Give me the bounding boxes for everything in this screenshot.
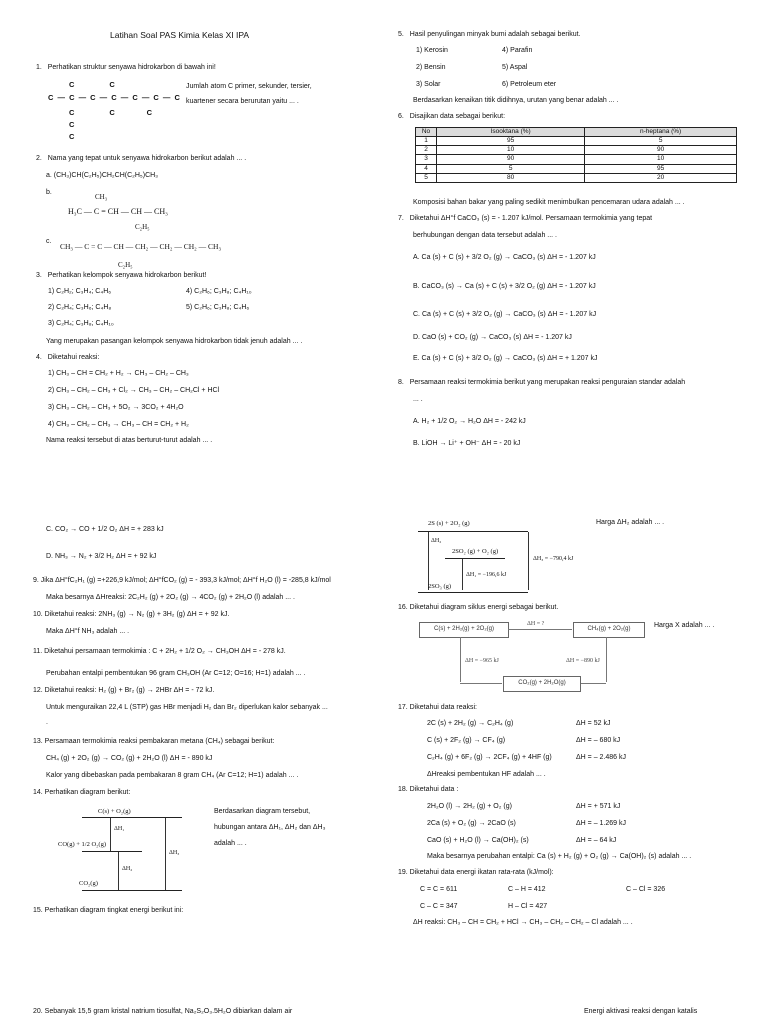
table-header-nheptana: n-heptana (%): [585, 128, 737, 137]
q17-dh-1: ΔH = 52 kJ: [576, 720, 611, 727]
table-cell: 4: [416, 164, 437, 173]
q15-level-bottom-label: 2SO₃ (g): [428, 583, 452, 590]
option-b-top: CH₃: [95, 193, 108, 201]
q18-reaction-3: CaO (s) + H₂O (l) → Ca(OH)₂ (s): [427, 837, 529, 844]
question-11: 11. Diketahui persamaan termokimia : C + 2H₂ + 1/2 O₂ → CH₃OH ΔH = - 278 kJ.: [33, 648, 286, 655]
q19-ask: ΔH reaksi: CH₃ – CH = CH₂ + HCl → CH₃ – CH₂ – CH₂ – Cl adalah ... .: [413, 919, 633, 926]
q16-ask: Harga X adalah ... .: [654, 622, 715, 629]
q5-option-3: 3) Solar: [416, 81, 441, 88]
question-12-b: Untuk menguraikan 22,4 L (STP) gas HBr menjadi H₂ dan Br₂ diperlukan kalor sebanyak ...: [46, 704, 328, 711]
q16-box-right: CH₄(g) + 2O₂(g): [573, 622, 645, 638]
q7-option-c: C. Ca (s) + C (s) + 3/2 O₂ (g) → CaCO₃ (s) ΔH = - 1.207 kJ: [413, 311, 597, 318]
q8-option-d: D. NH₃ → N₂ + 3/2 H₂ ΔH = + 92 kJ: [46, 553, 157, 560]
q3-option-4: 4) C₂H₆; C₃H₈; C₄H₁₀: [186, 288, 252, 295]
question-4: 4. Diketahui reaksi:: [36, 354, 100, 361]
table-cell: 1: [416, 137, 437, 146]
option-c-main: CH₃ — C = C — CH — CH₂ — CH₂ — CH₂ — CH₃: [60, 242, 222, 251]
q17-dh-2: ΔH = – 680 kJ: [576, 737, 621, 744]
question-1-side-text: Jumlah atom C primer, sekunder, tersier,: [186, 83, 312, 90]
table-cell: 95: [437, 137, 585, 146]
table-cell: 2: [416, 146, 437, 155]
q8-option-b: B. LiOH → Li⁺ + OH⁻ ΔH = - 20 kJ: [413, 440, 521, 447]
question-2-option-a: a. (CH₃)CH(C₂H₅)CH₂CH(C₂H₅)CH₃: [46, 172, 159, 179]
question-9: 9. Jika ΔH°fC₂H₁ (g) =+226,9 kJ/mol; ΔH°fCO₂ (g) = - 393,3 kJ/mol; ΔH°f H₂O (l) = -285,8 kJ/mol: [33, 577, 331, 584]
label-dh2: ΔH₂: [122, 866, 133, 872]
q15-level-top-label: 2S (s) + 2O₂ (g): [428, 520, 470, 527]
q18-dh-3: ΔH = – 64 kJ: [576, 837, 617, 844]
question-20: 20. Sebanyak 15,5 gram kristal natrium tiosulfat, Na₂S₂O₃.5H₂O dibiarkan dalam air: [33, 1008, 293, 1015]
q15-label-dh2: ΔH₂: [431, 538, 442, 544]
q14-side-text-2: hubungan antara ΔH₁, ΔH₂ dan ΔH₃: [214, 824, 326, 831]
q5-option-6: 6) Petroleum eter: [502, 81, 557, 88]
table-row: [416, 173, 737, 182]
q18-dh-2: ΔH = – 1.269 kJ: [576, 820, 627, 827]
arrow-dh1: [110, 818, 111, 851]
q15-arrow-dh1: [462, 559, 463, 590]
question-14: 14. Perhatikan diagram berikut:: [33, 789, 131, 796]
q3-option-3: 3) C₂H₄; C₃H₈; C₄H₁₀: [48, 320, 114, 327]
question-18: 18. Diketahui data :: [398, 786, 459, 793]
table-header-no: No: [416, 128, 437, 137]
q5-option-4: 4) Parafin: [502, 47, 533, 54]
question-3: 3. Perhatikan kelompok senyawa hidrokarbon berikut!: [36, 272, 207, 279]
level-top-line: [82, 817, 182, 818]
table-row: [416, 137, 737, 146]
q3-option-5: 5) C₂H₆; C₃H₈; C₄H₆: [186, 304, 250, 311]
q19-bond-4: C – C = 347: [420, 903, 458, 910]
level-bottom-line: [82, 890, 182, 891]
question-10: 10. Diketahui reaksi: 2NH₃ (g) → N₂ (g) + 3H₂ (g) ΔH = + 92 kJ.: [33, 611, 230, 618]
question-12-c: .: [46, 719, 48, 726]
table-cell: 90: [585, 146, 737, 155]
question-13-b: CH₄ (g) + 2O₂ (g) → CO₂ (g) + 2H₂O (l) ΔH = - 890 kJ: [46, 755, 213, 762]
question-11-b: Perubahan entalpi pembentukan 96 gram CH₃OH (Ar C=12; O=16; H=1) adalah ... .: [46, 670, 306, 677]
q7-option-a: A. Ca (s) + C (s) + 3/2 O₂ (g) → CaCO₃ (s) ΔH = - 1.207 kJ: [413, 254, 596, 261]
q19-bond-1: C = C = 611: [420, 886, 458, 893]
q7-option-e: E. Ca (s) + C (s) + 3/2 O₂ (g) → CaCO₃ (s) ΔH = + 1.207 kJ: [413, 355, 598, 362]
option-b-main: H₃C — C = CH — CH — CH₃: [68, 207, 168, 216]
q3-option-2: 2) C₂H₄; C₃H₆; C₄H₈: [48, 304, 112, 311]
table-row: [416, 146, 737, 155]
q5-ask: Berdasarkan kenaikan titik didihnya, urutan yang benar adalah ... .: [413, 97, 619, 104]
q15-arrow-dh3: [528, 532, 529, 590]
table-cell: 3: [416, 155, 437, 164]
q17-ask: ΔHreaksi pembentukan HF adalah ... .: [427, 771, 546, 778]
option-b-sub: C₂H₅: [135, 223, 150, 231]
table-cell: 90: [437, 155, 585, 164]
q15-arrow-dh2: [428, 532, 429, 590]
question-8: 8. Persamaan reaksi termokimia berikut yang merupakan reaksi penguraian standar adalah: [398, 379, 686, 386]
question-6: 6. Disajikan data sebagai berikut:: [398, 113, 506, 120]
q18-reaction-1: 2H₂O (l) → 2H₂ (g) + O₂ (g): [427, 803, 512, 810]
q16-line-bottom-right: [580, 683, 606, 684]
q4-reaction-3: 3) CH₃ – CH₂ – CH₃ + 5O₂ → 3CO₂ + 4H₂O: [48, 404, 184, 411]
question-5: 5. Hasil penyulingan minyak bumi adalah sebagai berikut.: [398, 31, 581, 38]
q19-bond-2: C – H = 412: [508, 886, 546, 893]
table-header-isooktana: Isooktana (%): [437, 128, 585, 137]
q15-label-dh3: ΔH₃ = −790,4 kJ: [533, 556, 574, 562]
q16-label-dh1: ΔH = −965 kJ: [465, 658, 499, 664]
table-cell: 5: [437, 164, 585, 173]
q3-ask: Yang merupakan pasangan kelompok senyawa hidrokarbon tidak jenuh adalah ... .: [46, 338, 303, 345]
q16-box-left: C(s) + 2H₂(g) + 2O₂(g): [419, 622, 509, 638]
q16-arrow-right: [606, 637, 607, 682]
q14-side-text-3: adalah ... .: [214, 840, 247, 847]
question-10-b: Maka ΔH°f NH₃ adalah ... .: [46, 628, 130, 635]
table-header-row: [416, 128, 737, 137]
q15-level-bottom-line: [418, 592, 528, 593]
q15-ask: Harga ΔH₂ adalah ... .: [596, 519, 665, 526]
q8-text-2: ... .: [413, 396, 423, 403]
q15-level-mid-label: 2SO₂ (g) + O₂ (g): [452, 548, 499, 555]
q16-arrow-left: [460, 637, 461, 682]
question-1-side-text-2: kuartener secara berurutan yaitu ... .: [186, 98, 299, 105]
q19-bond-5: H – Cl = 427: [508, 903, 548, 910]
table-cell: 5: [416, 173, 437, 182]
q19-bond-3: C – Cl = 326: [626, 886, 666, 893]
question-21-fragment: Energi aktivasi reaksi dengan katalis: [584, 1008, 698, 1015]
q7-option-b: B. CaCO₃ (s) → Ca (s) + C (s) + 3/2 O₂ (g) ΔH = - 1.207 kJ: [413, 283, 596, 290]
q5-option-2: 2) Bensin: [416, 64, 446, 71]
table-cell: 10: [437, 146, 585, 155]
level-top-label: C(s) + O₂(g): [98, 808, 131, 815]
q17-reaction-1: 2C (s) + 2H₂ (g) → C₂H₄ (g): [427, 720, 514, 727]
q18-reaction-2: 2Ca (s) + O₂ (g) → 2CaO (s): [427, 820, 516, 827]
question-13-c: Kalor yang dibebaskan pada pembakaran 8 gram CH₄ (Ar C=12; H=1) adalah ... .: [46, 772, 299, 779]
question-1: 1. Perhatikan struktur senyawa hidrokarbon di bawah ini!: [36, 64, 216, 71]
q6-data-table: [415, 127, 737, 183]
q5-option-1: 1) Kerosin: [416, 47, 448, 54]
q7-text-2: berhubungan dengan data tersebut adalah ... .: [413, 232, 558, 239]
table-cell: 20: [585, 173, 737, 182]
question-7: 7. Diketahui ΔH°f CaCO₃ (s) = - 1.207 kJ/mol. Persamaan termokimia yang tepat: [398, 215, 653, 222]
q4-reaction-2: 2) CH₃ – CH₂ – CH₃ + Cl₂ → CH₃ – CH₂ – CH₂Cl + HCl: [48, 387, 220, 394]
question-9-b: Maka besarnya ΔHreaksi: 2C₂H₂ (g) + 2O₂ (g) → 4CO₂ (g) + 2H₂O (l) adalah ... .: [46, 594, 295, 601]
q8-option-c: C. CO₂ → CO + 1/2 O₂ ΔH = + 283 kJ: [46, 526, 164, 533]
q14-side-text-1: Berdasarkan diagram tersebut,: [214, 808, 311, 815]
question-12: 12. Diketahui reaksi: H₂ (g) + Br₂ (g) → 2HBr ΔH = - 72 kJ.: [33, 687, 215, 694]
question-17: 17. Diketahui data reaksi:: [398, 704, 477, 711]
level-mid-label: CO(g) + 1/2 O₂(g): [58, 841, 106, 848]
option-c-sub: C₂H₅: [118, 261, 133, 269]
q16-line-bottom-left: [460, 683, 502, 684]
structure-top-c: C C: [69, 80, 116, 89]
arrow-dh3: [165, 818, 166, 890]
q4-reaction-1: 1) CH₃ – CH = CH₂ + H₂ → CH₃ – CH₂ – CH₃: [48, 370, 189, 377]
table-row: [416, 164, 737, 173]
q4-ask: Nama reaksi tersebut di atas berturut-turut adalah ... .: [46, 437, 213, 444]
q16-box-bottom: CO₂(g) + 2H₂O(g): [503, 676, 581, 692]
q16-label-dh2: ΔH = −890 kJ: [566, 658, 600, 664]
question-2: 2. Nama yang tepat untuk senyawa hidrokarbon berikut adalah ... .: [36, 155, 247, 162]
q16-label-dhx: ΔH = ?: [527, 621, 545, 627]
level-bottom-label: CO₂(g): [79, 880, 98, 887]
question-2-option-b-label: b.: [46, 189, 52, 196]
label-dh3: ΔH₃: [169, 850, 180, 856]
question-13: 13. Persamaan termokimia reaksi pembakaran metana (CH₄) sebagai berikut:: [33, 738, 275, 745]
q7-option-d: D. CaO (s) + CO₂ (g) → CaCO₃ (s) ΔH = - 1.207 kJ: [413, 334, 572, 341]
q15-label-dh1: ΔH₁ = −196,6 kJ: [466, 572, 507, 578]
structure-chain: C — C — C — C — C — C — C: [48, 93, 181, 102]
arrow-dh2: [118, 852, 119, 890]
table-row: [416, 155, 737, 164]
q4-reaction-4: 4) CH₃ – CH₂ – CH₃ → CH₃ – CH = CH₂ + H₂: [48, 421, 189, 428]
question-16: 16. Diketahui diagram siklus energi sebagai berikut.: [398, 604, 559, 611]
q5-option-5: 5) Aspal: [502, 64, 528, 71]
q18-ask: Maka besarnya perubahan entalpi: Ca (s) + H₂ (g) + O₂ (g) → Ca(OH)₂ (s) adalah ... .: [427, 853, 692, 860]
label-dh1: ΔH₁: [114, 826, 125, 832]
question-15: 15. Perhatikan diagram tingkat energi berikut ini:: [33, 907, 184, 914]
table-cell: 80: [437, 173, 585, 182]
question-19: 19. Diketahui data energi ikatan rata-rata (kJ/mol):: [398, 869, 554, 876]
q17-reaction-3: C₂H₄ (g) + 6F₂ (g) → 2CF₄ (g) + 4HF (g): [427, 754, 552, 761]
q6-ask: Komposisi bahan bakar yang paling sedikit menimbulkan pencemaran udara adalah ... .: [413, 199, 685, 206]
level-mid-line: [82, 851, 142, 852]
q16-arrow-top: [508, 629, 572, 630]
q15-level-mid-line: [445, 558, 505, 559]
q17-dh-3: ΔH = – 2.486 kJ: [576, 754, 627, 761]
table-cell: 5: [585, 137, 737, 146]
q8-option-a: A. H₂ + 1/2 O₂ → H₂O ΔH = - 242 kJ: [413, 418, 526, 425]
q15-level-top-line: [418, 531, 528, 532]
page-title: Latihan Soal PAS Kimia Kelas XI IPA: [110, 30, 250, 40]
q3-option-1: 1) C₂H₂; C₃H₄; C₄H₆: [48, 288, 112, 295]
structure-bottom-c: C C C C C: [69, 108, 154, 141]
q17-reaction-2: C (s) + 2F₂ (g) → CF₄ (g): [427, 737, 506, 744]
table-cell: 95: [585, 164, 737, 173]
table-cell: 10: [585, 155, 737, 164]
q18-dh-1: ΔH = + 571 kJ: [576, 803, 621, 810]
question-2-option-c-label: c.: [46, 238, 52, 245]
